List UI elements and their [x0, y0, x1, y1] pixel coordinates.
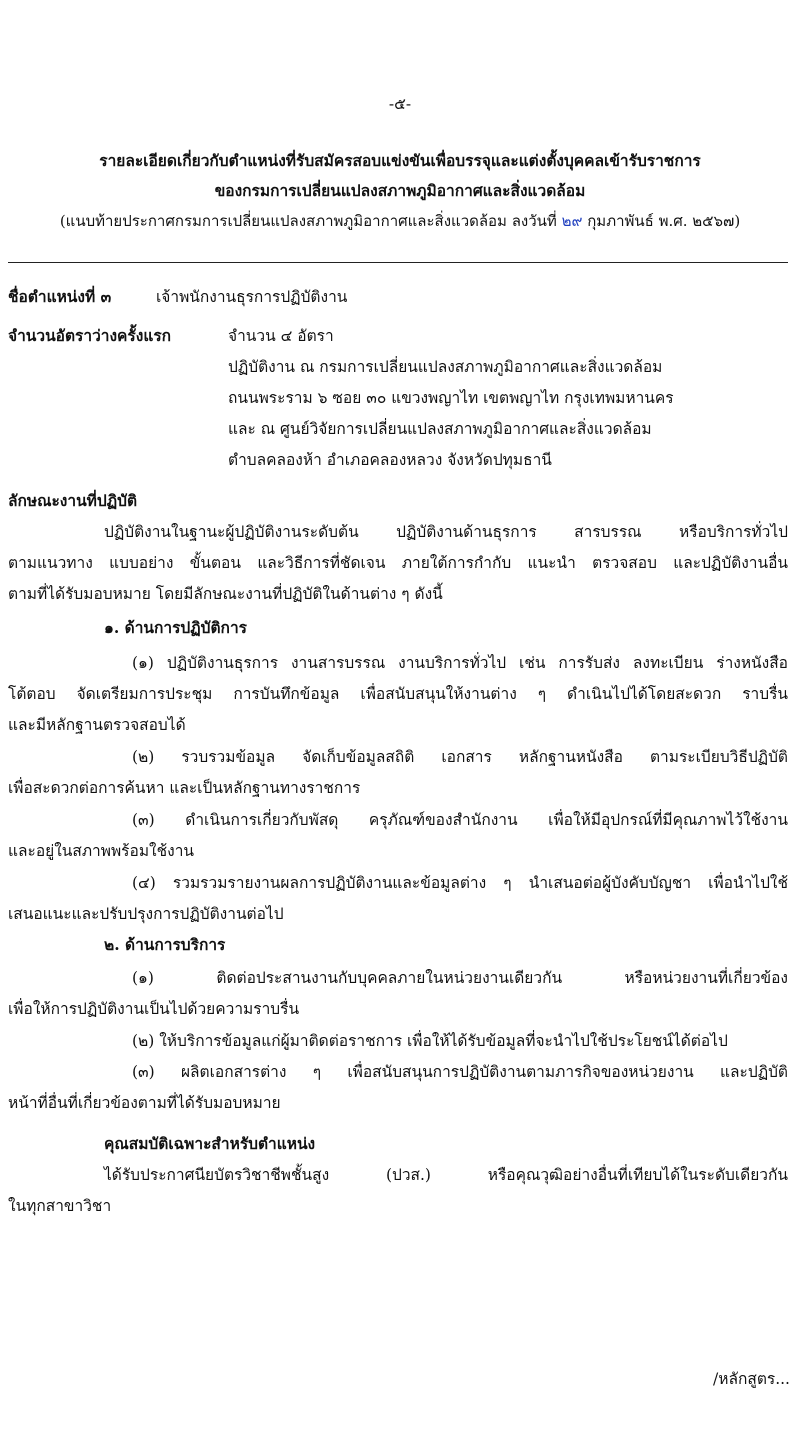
annex-note	[0, 210, 800, 232]
section-1-heading: ๑. ด้านการปฏิบัติการ	[104, 618, 247, 637]
section-1-item-3-line: (๓) ดำเนินการเกี่ยวกับพัสดุ ครุภัณฑ์ของสำนักงาน เพื่อให้มีอุปกรณ์ที่มีคุณภาพไว้ใช้งาน	[132, 811, 788, 829]
divider	[8, 262, 788, 263]
location-line: ปฏิบัติงาน ณ กรมการเปลี่ยนแปลงสภาพภูมิอากาศและสิ่งแวดล้อม	[228, 358, 663, 376]
section-2-item-3-line: (๓) ผลิตเอกสารต่าง ๆ เพื่อสนับสนุนการปฏิบัติงานตามภารกิจของหน่วยงาน และปฏิบัติ	[132, 1063, 788, 1081]
qualification-line: ได้รับประกาศนียบัตรวิชาชีพชั้นสูง (ปวส.) หรือคุณวุฒิอย่างอื่นที่เทียบได้ในระดับเดียวกัน	[104, 1166, 788, 1184]
title-line-1: รายละเอียดเกี่ยวกับตำแหน่งที่รับสมัครสอบแข่งขันเพื่อบรรจุและแต่งตั้งบุคคลเข้ารับราชการ	[99, 151, 701, 170]
page-number: -๕-	[388, 95, 412, 113]
location-line: ตำบลคลองห้า อำเภอคลองหลวง จังหวัดปทุมธานี	[228, 451, 552, 469]
section-2-item-1-line: (๑) ติดต่อประสานงานกับบุคคลภายในหน่วยงานเดียวกัน หรือหน่วยงานที่เกี่ยวข้อง	[132, 969, 788, 987]
section-1-item-2-line: เพื่อสะดวกต่อการค้นหา และเป็นหลักฐานทางราชการ	[8, 779, 361, 797]
section-2-heading: ๒. ด้านการบริการ	[104, 935, 226, 954]
annex-prefix: (แนบท้ายประกาศกรมการเปลี่ยนแปลงสภาพภูมิอากาศและสิ่งแวดล้อม ลงวันที่	[59, 212, 562, 230]
location-line: และ ณ ศูนย์วิจัยการเปลี่ยนแปลงสภาพภูมิอากาศและสิ่งแวดล้อม	[228, 420, 652, 438]
location-line: ถนนพระราม ๖ ซอย ๓๐ แขวงพญาไท เขตพญาไท กรุงเทพมหานคร	[228, 389, 674, 407]
position-label: ชื่อตำแหน่งที่ ๓	[8, 287, 112, 306]
annex-suffix: กุมภาพันธ์ พ.ศ. ๒๕๖๗)	[582, 212, 741, 230]
continued-marker: /หลักสูตร...	[713, 1370, 790, 1388]
vacancy-label: จำนวนอัตราว่างครั้งแรก	[8, 326, 172, 345]
section-1-item-1-line: (๑) ปฏิบัติงานธุรการ งานสารบรรณ งานบริการทั่วไป เช่น การรับส่ง ลงทะเบียน ร่างหนังสือ	[132, 654, 788, 672]
section-1-item-4-line: เสนอแนะและปรับปรุงการปฏิบัติงานต่อไป	[8, 905, 284, 923]
annex-day: ๒๙	[561, 212, 583, 230]
section-1-item-4-line: (๔) รวมรวมรายงานผลการปฏิบัติงานและข้อมูลต่าง ๆ นำเสนอต่อผู้บังคับบัญชา เพื่อนำไปใช้	[132, 874, 788, 892]
duties-intro-line: ตามที่ได้รับมอบหมาย โดยมีลักษณะงานที่ปฏิบัติในด้านต่าง ๆ ดังนี้	[8, 585, 443, 603]
section-1-item-1-line: โต้ตอบ จัดเตรียมการประชุม การบันทึกข้อมูล เพื่อสนับสนุนให้งานต่าง ๆ ดำเนินไปได้โดยสะดวก ราบรื่น	[8, 685, 788, 703]
section-2-item-2-line: (๒) ให้บริการข้อมูลแก่ผู้มาติดต่อราชการ เพื่อให้ได้รับข้อมูลที่จะนำไปใช้ประโยชน์ได้ต่อไป	[132, 1032, 728, 1050]
section-1-item-2-line: (๒) รวบรวมข้อมูล จัดเก็บข้อมูลสถิติ เอกสาร หลักฐานหนังสือ ตามระเบียบวิธีปฏิบัติ	[132, 748, 788, 766]
section-1-item-3-line: และอยู่ในสภาพพร้อมใช้งาน	[8, 842, 194, 860]
section-1-item-1-line: และมีหลักฐานตรวจสอบได้	[8, 716, 186, 734]
qualification-line: ในทุกสาขาวิชา	[8, 1197, 112, 1215]
vacancy-count: จำนวน ๔ อัตรา	[228, 327, 334, 345]
duties-heading: ลักษณะงานที่ปฏิบัติ	[8, 491, 138, 510]
section-2-item-3-line: หน้าที่อื่นที่เกี่ยวข้องตามที่ได้รับมอบหมาย	[8, 1094, 281, 1112]
duties-intro-line: ตามแนวทาง แบบอย่าง ขั้นตอน และวิธีการที่ชัดเจน ภายใต้การกำกับ แนะนำ ตรวจสอบ และปฏิบัติงานอื่น	[8, 554, 788, 572]
section-2-item-1-line: เพื่อให้การปฏิบัติงานเป็นไปด้วยความราบรื่น	[8, 1000, 300, 1018]
title-line-2: ของกรมการเปลี่ยนแปลงสภาพภูมิอากาศและสิ่งแวดล้อม	[214, 181, 586, 200]
position-name: เจ้าพนักงานธุรการปฏิบัติงาน	[156, 288, 348, 306]
duties-intro-line: ปฏิบัติงานในฐานะผู้ปฏิบัติงานระดับต้น ปฏิบัติงานด้านธุรการ สารบรรณ หรือบริการทั่วไป	[104, 523, 788, 541]
qualification-heading: คุณสมบัติเฉพาะสำหรับตำแหน่ง	[104, 1134, 316, 1153]
